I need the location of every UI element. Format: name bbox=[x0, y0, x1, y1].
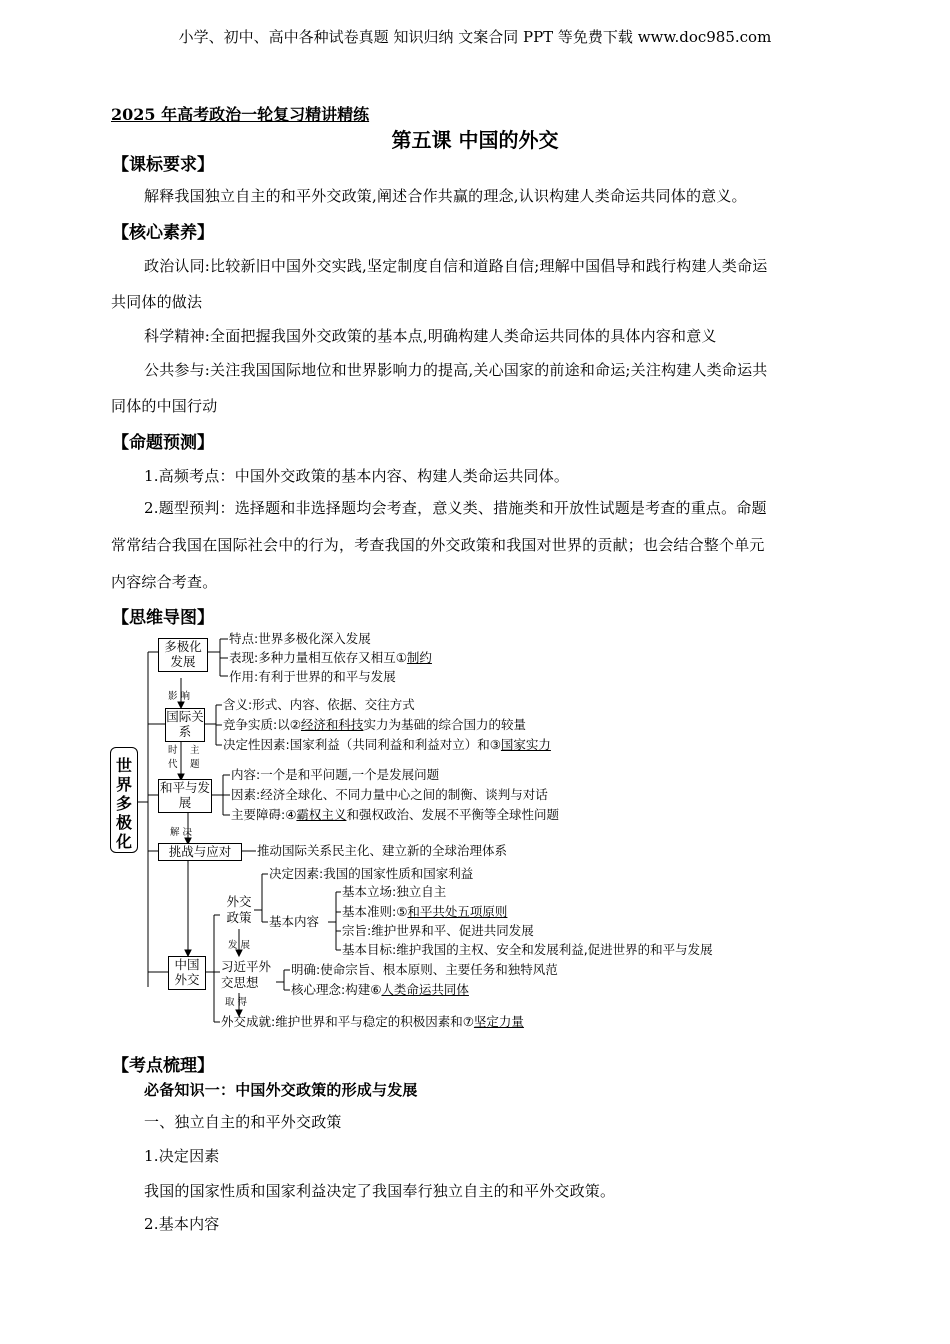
series-title: 2025 年高考政治一轮复习精讲精练 bbox=[111, 105, 370, 124]
points-h1: 一、独立自主的和平外交政策 bbox=[144, 1113, 342, 1131]
literacy-p1-line1: 政治认同:比较新旧中国外交实践,坚定制度自信和道路自信;理解中国倡导和践行构建人类命运 bbox=[144, 257, 768, 275]
link-develop: 发 展 bbox=[228, 940, 251, 951]
section-literacy-title: 【核心素养】 bbox=[112, 223, 214, 243]
n4-item: 推动国际关系民主化、建立新的全球治理体系 bbox=[257, 843, 508, 858]
mind-map bbox=[108, 632, 768, 1032]
points-p1: 我国的国家性质和国家利益决定了我国奉行独立自主的和平外交政策。 bbox=[144, 1182, 616, 1200]
node-peace-development: 和平与发展 bbox=[158, 779, 212, 813]
forecast-p2-line2: 常常结合我国在国际社会中的行为，考查我国的外交政策和我国对世界的贡献；也会结合整个单元 bbox=[111, 536, 765, 554]
link-solve: 解 决 bbox=[170, 827, 193, 838]
section-mindmap-title: 【思维导图】 bbox=[112, 608, 214, 628]
n3-factors: 因素:经济全球化、不同力量中心之间的制衡、谈判与对话 bbox=[231, 787, 548, 802]
node-challenge-response: 挑战与应对 bbox=[158, 843, 242, 861]
site-header: 小学、初中、高中各种试卷真题 知识归纳 文案合同 PPT 等免费下载 www.doc985.com bbox=[178, 28, 772, 46]
link-influence: 影 响 bbox=[168, 691, 191, 702]
node-multipolar: 多极化发展 bbox=[158, 638, 208, 672]
points-h3: 2.基本内容 bbox=[144, 1215, 220, 1233]
n2-competition: 竞争实质:以②经济和科技实力为基础的综合国力的较量 bbox=[223, 717, 526, 732]
basic-principle: 基本准则:⑤和平共处五项原则 bbox=[342, 904, 508, 919]
forecast-p1: 1.高频考点：中国外交政策的基本内容、构建人类命运共同体。 bbox=[144, 467, 570, 485]
n1-feature: 特点:世界多极化深入发展 bbox=[229, 631, 371, 646]
forecast-p2-line1: 2.题型预判：选择题和非选择题均会考查，意义类、措施类和开放性试题是考查的重点。命题 bbox=[144, 499, 767, 517]
xi-core: 核心理念:构建⑥人类命运共同体 bbox=[291, 982, 469, 997]
n2-meaning: 含义:形式、内容、依据、交往方式 bbox=[223, 697, 415, 712]
literacy-p1-line2: 共同体的做法 bbox=[111, 293, 203, 311]
link-achieve: 取 得 bbox=[225, 997, 248, 1008]
basic-goal: 基本目标:维护我国的主权、安全和发展利益,促进世界的和平与发展 bbox=[342, 942, 713, 957]
policy-decide: 决定因素:我国的国家性质和国家利益 bbox=[269, 866, 474, 881]
section-standards-title: 【课标要求】 bbox=[112, 155, 214, 175]
knowledge1-title: 必备知识一：中国外交政策的形成与发展 bbox=[144, 1081, 418, 1099]
n2-decisive: 决定性因素:国家利益（共同利益和利益对立）和③国家实力 bbox=[223, 737, 551, 752]
n3-obstacles: 主要障碍:④霸权主义和强权政治、发展不平衡等全球性问题 bbox=[231, 807, 559, 822]
n3-content: 内容:一个是和平问题,一个是发展问题 bbox=[231, 767, 440, 782]
node-basic-content: 基本内容 bbox=[269, 914, 320, 929]
literacy-p3-line2: 同体的中国行动 bbox=[111, 397, 218, 415]
n1-effect: 作用:有利于世界的和平与发展 bbox=[229, 669, 396, 684]
node-foreign-policy: 外交政策 bbox=[226, 894, 252, 925]
mindmap-root: 世界多极化 bbox=[110, 747, 138, 853]
node-xi-thought: 习近平外交思想 bbox=[221, 959, 272, 990]
forecast-p2-line3: 内容综合考查。 bbox=[111, 573, 218, 591]
standards-text: 解释我国独立自主的和平外交政策,阐述合作共赢的理念,认识构建人类命运共同体的意义。 bbox=[144, 187, 747, 205]
node-intl-relations: 国际关系 bbox=[165, 708, 205, 742]
achievement: 外交成就:维护世界和平与稳定的积极因素和⑦坚定力量 bbox=[221, 1014, 524, 1029]
n1-manifest: 表现:多种力量相互依存又相互①制约 bbox=[229, 650, 432, 665]
section-forecast-title: 【命题预测】 bbox=[112, 433, 214, 453]
link-theme: 主题 bbox=[190, 745, 200, 770]
lesson-title: 第五课 中国的外交 bbox=[391, 128, 559, 152]
literacy-p3-line1: 公共参与:关注我国国际地位和世界影响力的提高,关心国家的前途和命运;关注构建人类命运共 bbox=[144, 361, 768, 379]
xi-clear: 明确:使命宗旨、根本原则、主要任务和独特风范 bbox=[291, 962, 558, 977]
points-h2: 1.决定因素 bbox=[144, 1147, 220, 1165]
basic-stance: 基本立场:独立自主 bbox=[342, 884, 447, 899]
link-era: 时代 bbox=[168, 745, 178, 770]
literacy-p2: 科学精神:全面把握我国外交政策的基本点,明确构建人类命运共同体的具体内容和意义 bbox=[144, 327, 717, 345]
basic-purpose: 宗旨:维护世界和平、促进共同发展 bbox=[342, 923, 534, 938]
node-china-diplomacy: 中国外交 bbox=[168, 956, 206, 990]
section-points-title: 【考点梳理】 bbox=[112, 1056, 214, 1076]
